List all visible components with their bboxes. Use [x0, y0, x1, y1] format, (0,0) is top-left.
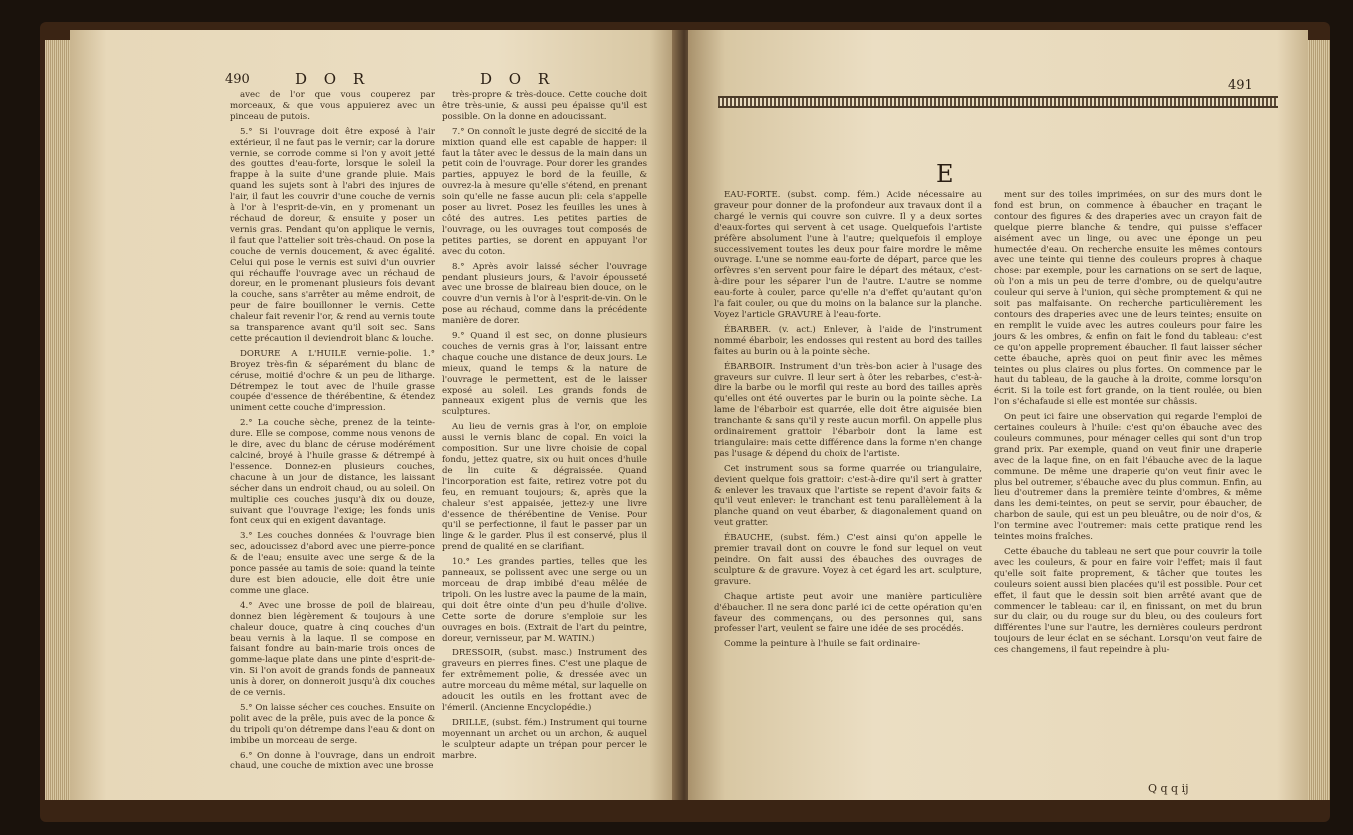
left-column-1	[230, 90, 435, 776]
paragraph: DRESSOIR, (subst. masc.) Instrument des graveurs en pierres fines. C'est une plaque de fer extrêmement polie, & dressée avec un autre morceau du même métal, sur laquelle on adoucit les outils en les frottant avec de l'émeril. (Ancienne Encyclopédie.)	[442, 648, 647, 713]
paragraph: 9.° Quand il est sec, on donne plusieurs couches de vernis gras à l'or, laissant entre chaque couche une distance de deux jours. Le mieux, quand le temps & la nature de l'ouvrage le permettent, est de le laisser exposé au soleil. Les grands fonds de panneaux exigent plus de vernis que les sculptures.	[442, 331, 647, 418]
paragraph: 3.° Les couches données & l'ouvrage bien sec, adoucissez d'abord avec une pierre-ponce & de l'eau; ensuite avec une serge & de la ponce passée au tamis de soie: quand la teinte dure est bien adoucie, elle doit être unie comme une glace.	[230, 531, 435, 596]
running-head-left: D O R	[295, 70, 371, 88]
paragraph: 4.° Avec une brosse de poil de blaireau, donnez bien légèrement & toujours à une chaleur douce, quatre à cinq couches d'un beau vernis à la laque. Il se compose en faisant fondre au bain-marie trois onces de gomme-laque plate dans une pinte d'esprit-de-vin. Si l'on avoit de grands fonds de panneaux unis à dorer, on donneroit jusqu'à dix couches de ce vernis.	[230, 600, 435, 699]
right-column-2	[994, 190, 1262, 660]
paragraph: EAU-FORTE. (subst. comp. fém.) Acide nécessaire au graveur pour donner de la profondeur aux travaux dont il a chargé le vernis qui couvre son cuivre. Il y a deux sortes d'eaux-fortes qui servent à cet usage. Quelquefois l'artiste préfère absolument l'une à l'autre; quelquefois il employe successivement toutes les deux pour faire mordre le même ouvrage. L'une se nomme eau-forte de départ, parce que les orfèvres s'en servent pour faire le départ des métaux, c'est-à-dire pour les séparer l'un de l'autre. L'autre se nomme eau-forte à couler, parce qu'elle n'a d'effet qu'autant qu'on l'a fait couler, ou que du moins on la balance sur la planche. Voyez l'article GRAVURE à l'eau-forte.	[714, 190, 982, 320]
signature-mark: Q q q ij	[1148, 782, 1189, 795]
right-page	[688, 30, 1308, 800]
paragraph: ÉBARBOIR. Instrument d'un très-bon acier à l'usage des graveurs sur cuivre. Il leur sert à ôter les rebarbes, c'est-à-dire la barbe ou le morfil qui reste au bord des tailles après qu'elles ont été ouvertes par le burin ou la pointe sèche. La lame de l'ébarboir est quarrée, elle doit être aiguisée bien tranchante & sans qu'il y reste aucun morfil. On appelle plus ordinairement grattoir l'ébarboir dont la lame est triangulaire: mais cette différence dans la forme n'en change pas l'usage & dépend du choix de l'artiste.	[714, 361, 982, 459]
paragraph: 2.° La couche sèche, prenez de la teinte-dure. Elle se compose, comme nous venons de le dire, avec du blanc de céruse modérément calciné, broyé à l'huile grasse & détrempé à l'essence. Donnez-en plusieurs couches, chacune à un jour de distance, les laissant sécher dans un endroit chaud, ou au soleil. On multiplie ces couches jusqu'à dix ou douze, suivant que l'ouvrage l'exige; les fonds unis font ceux qui en exigent davantage.	[230, 418, 435, 527]
page-number-left: 490	[225, 72, 250, 87]
left-page	[70, 30, 680, 800]
paragraph: Cet instrument sous sa forme quarrée ou triangulaire, devient quelque fois grattoir: c'est-à-dire qu'il sert à gratter & enlever les travaux que l'artiste se repent d'avoir faits & qu'il veut enlever: le tranchant est tenu parallèlement à la planche quand on veut ébarber, & diagonalement quand on veut gratter.	[714, 463, 982, 529]
paragraph: ÉBARBER. (v. act.) Enlever, à l'aide de l'instrument nommé ébarboir, les endosses qui restent au bord des tailles faites au burin ou à la pointe sèche.	[714, 324, 982, 357]
paragraph: 5.° On laisse sécher ces couches. Ensuite on polit avec de la prêle, puis avec de la ponce & du tripoli qu'on détrempe dans l'eau & dont on imbibe un morceau de serge.	[230, 702, 435, 746]
paragraph: Au lieu de vernis gras à l'or, on emploie aussi le vernis blanc de copal. En voici la composition. Sur une livre choisie de copal fondu, jettez quatre, six ou huit onces d'huile de lin cuite & dégraissée. Quand l'incorporation est faite, retirez votre pot du feu, en remuant toujours; &, après que la chaleur s'est appaisée, jettez-y une livre d'essence de thérébentine de Venise. Pour qu'il se perfectionne, il faut le passer par un linge & le garder. Plus il est conservé, plus il prend de qualité en se clarifiant.	[442, 422, 647, 553]
decorative-rule	[718, 96, 1278, 108]
paragraph: Comme la peinture à l'huile se fait ordinaire-	[724, 639, 921, 650]
paragraph: 7.° On connoît le juste degré de siccité de la mixtion quand elle est capable de happer: il faut la tâter avec le dessus de la main dans un petit coin de l'ouvrage. Pour dorer les grandes parties, appuyez le bord de la feuille, & ouvrez-la à mesure qu'elle s'étend, en prenant soin qu'elle ne fasse aucun pli: cela s'appelle poser au livret. Posez les feuilles les unes à côté des autres. Les petites parties de l'ouvrage, ou les ouvrages tout composés de petites parties, se dorent en appuyant l'or avec du coton.	[442, 126, 647, 257]
paragraph: ÉBAUCHE, (subst. fém.) C'est ainsi qu'on appelle le premier travail dont on couvre le fond sur lequel on veut peindre. On fait aussi des ébauches des ouvrages de sculpture & de gravure. Voyez à cet égard les art. sculpture, gravure.	[714, 533, 982, 587]
paragraph: Cette ébauche du tableau ne sert que pour couvrir la toile avec les couleurs, & pour en faire voir l'effet; mais il faut qu'elle soit faite proprement, & tâcher que toutes les couleurs soient aussi bien placées qu'il est possible. Pour cet effet, il faut que le dessin soit bien arrêté avant que de commencer le tableau: car il, en finissant, on met du brun sur du clair, ou du rouge sur du bleu, ou des couleurs fort différentes l'une sur l'autre, les dernières couleurs perdront toujours de leur éclat en se séchant. Lorsqu'on veut faire de ces changemens, il faut repeindre à plu-	[994, 547, 1262, 656]
running-head-right: D O R	[480, 70, 556, 88]
paragraph: ment sur des toiles imprimées, on sur des murs dont le fond est brun, on commence à ébaucher en traçant le contour des figures & des draperies avec un crayon fait de quelque pierre blanche & tendre, qui puisse s'effacer aisément avec un linge, ou avec une éponge un peu humectée d'eau. On recherche ensuite les mêmes contours avec une teinte qui tienne des couleurs propres à chaque chose: par exemple, pour les carnations on se sert de laque, où l'on a mis un peu de terre d'ombre, ou de quelqu'autre couleur qui serve à l'union, qui sèche promptement & qui ne soit pas malfaisante. On recherche particulièrement les contours des draperies avec une de leurs teintes; ensuite on en remplit le vuide avec les autres couleurs pour faire les jours & les ombres, & enfin on fait le fond du tableau: c'est ce qu'on appelle proprement ébaucher. Il faut laisser sécher cette ébauche, après quoi on peut finir avec les mêmes teintes ou plus claires ou plus fortes. On commence par le haut du tableau, de la gauche à la droite, comme lorsqu'on écrit. Si la toile est fort grande, on la tient roulée, ou bien l'on s'échafaude si elle est montée sur châssis.	[994, 190, 1262, 408]
paragraph: 8.° Après avoir laissé sécher l'ouvrage pendant plusieurs jours, & l'avoir épousseté avec une brosse de blaireau bien douce, on le couvre d'un vernis à l'or à l'esprit-de-vin. On le pose au réchaud, comme dans la précédente manière de dorer.	[442, 261, 647, 327]
paragraph: avec de l'or que vous couperez par morceaux, & que vous appuierez avec un pinceau de putois.	[230, 90, 435, 122]
right-column-1	[714, 190, 982, 654]
paragraph: très-propre & très-douce. Cette couche doit être très-unie, & aussi peu épaisse qu'il est possible. On la donne en adoucissant.	[442, 90, 647, 122]
section-letter: E	[936, 160, 954, 188]
paragraph: DORURE A L'HUILE vernie-polie. 1.° Broyez très-fin & séparément du blanc de céruse, moitié d'ochre & un peu de litharge. Détrempez le tout avec de l'huile grasse coupée d'essence de thérébentine, & étendez uniment cette couche d'impression.	[230, 348, 435, 414]
paragraph: 5.° Si l'ouvrage doit être exposé à l'air extérieur, il ne faut pas le vernir; car la dorure vernie, se corrode comme si l'on y avoit jetté des gouttes d'eau-forte, lorsque le soleil la frappe à la suite d'une grande pluie. Mais quand les sujets sont à l'abri des injures de l'air, il faut les couvrir d'une couche de vernis à l'or à l'esprit-de-vin, en y promenant un réchaud de doreur, & ensuite y poser un vernis gras. Pendant qu'on applique le vernis, il faut que l'attelier soit très-chaud. On pose la couche de vernis doucement, & avec égalité. Celui qui pose le vernis est suivi d'un ouvrier qui réchauffe l'ouvrage avec un réchaud de doreur, en le promenant plusieurs fois devant la couche, sans s'arrêter au même endroit, de peur de faire bouillonner le vernis. Cette chaleur fait revenir l'or, & rend au vernis toute sa transparence avant qu'il soit sec. Sans cette précaution il deviendroit blanc & louche.	[230, 126, 435, 344]
left-column-2	[442, 90, 647, 765]
paragraph: 6.° On donne à l'ouvrage, dans un endroit chaud, une couche de mixtion avec une brosse	[230, 750, 435, 772]
paragraph: Chaque artiste peut avoir une manière particulière d'ébaucher. Il ne sera donc parlé ici de cette opération qu'en faveur des commençans, ou des personnes qui, sans professer l'art, veulent se faire une idée de ses procédés.	[714, 591, 982, 635]
page-number-right: 491	[1228, 78, 1253, 93]
paragraph: On peut ici faire une observation qui regarde l'emploi de certaines couleurs à l'huile: c'est qu'on ébauche avec des couleurs communes, pour ménager celles qui sont d'un trop grand prix. Par exemple, quand on veut finir une draperie avec de la laque fine, on en fait l'ébauche avec de la laque commune. De même une draperie qu'on veut finir avec le plus bel outremer, s'ébauche avec du plus commun. Enfin, au lieu d'outremer dans la première teinte d'ombres, & même dans les demi-teintes, on peut se servir, pour ébaucher, de charbon de saule, qui est un peu bleuâtre, ou de noir d'os, & l'on termine avec l'outremer: mais cette pratique rend les teintes moins fraîches.	[994, 412, 1262, 543]
paragraph: 10.° Les grandes parties, telles que les panneaux, se polissent avec une serge ou un morceau de drap imbibé d'eau mêlée de tripoli. On les lustre avec la paume de la main, qui doit être ointe d'un peu d'huile d'olive. Cette sorte de dorure s'emploie sur les ouvrages en bois. (Extrait de l'art du peintre, doreur, vernisseur, par M. WATIN.)	[442, 557, 647, 644]
paragraph: DRILLE, (subst. fém.) Instrument qui tourne moyennant un archet ou un archon, & auquel le sculpteur adapte un trépan pour percer le marbre.	[442, 717, 647, 761]
